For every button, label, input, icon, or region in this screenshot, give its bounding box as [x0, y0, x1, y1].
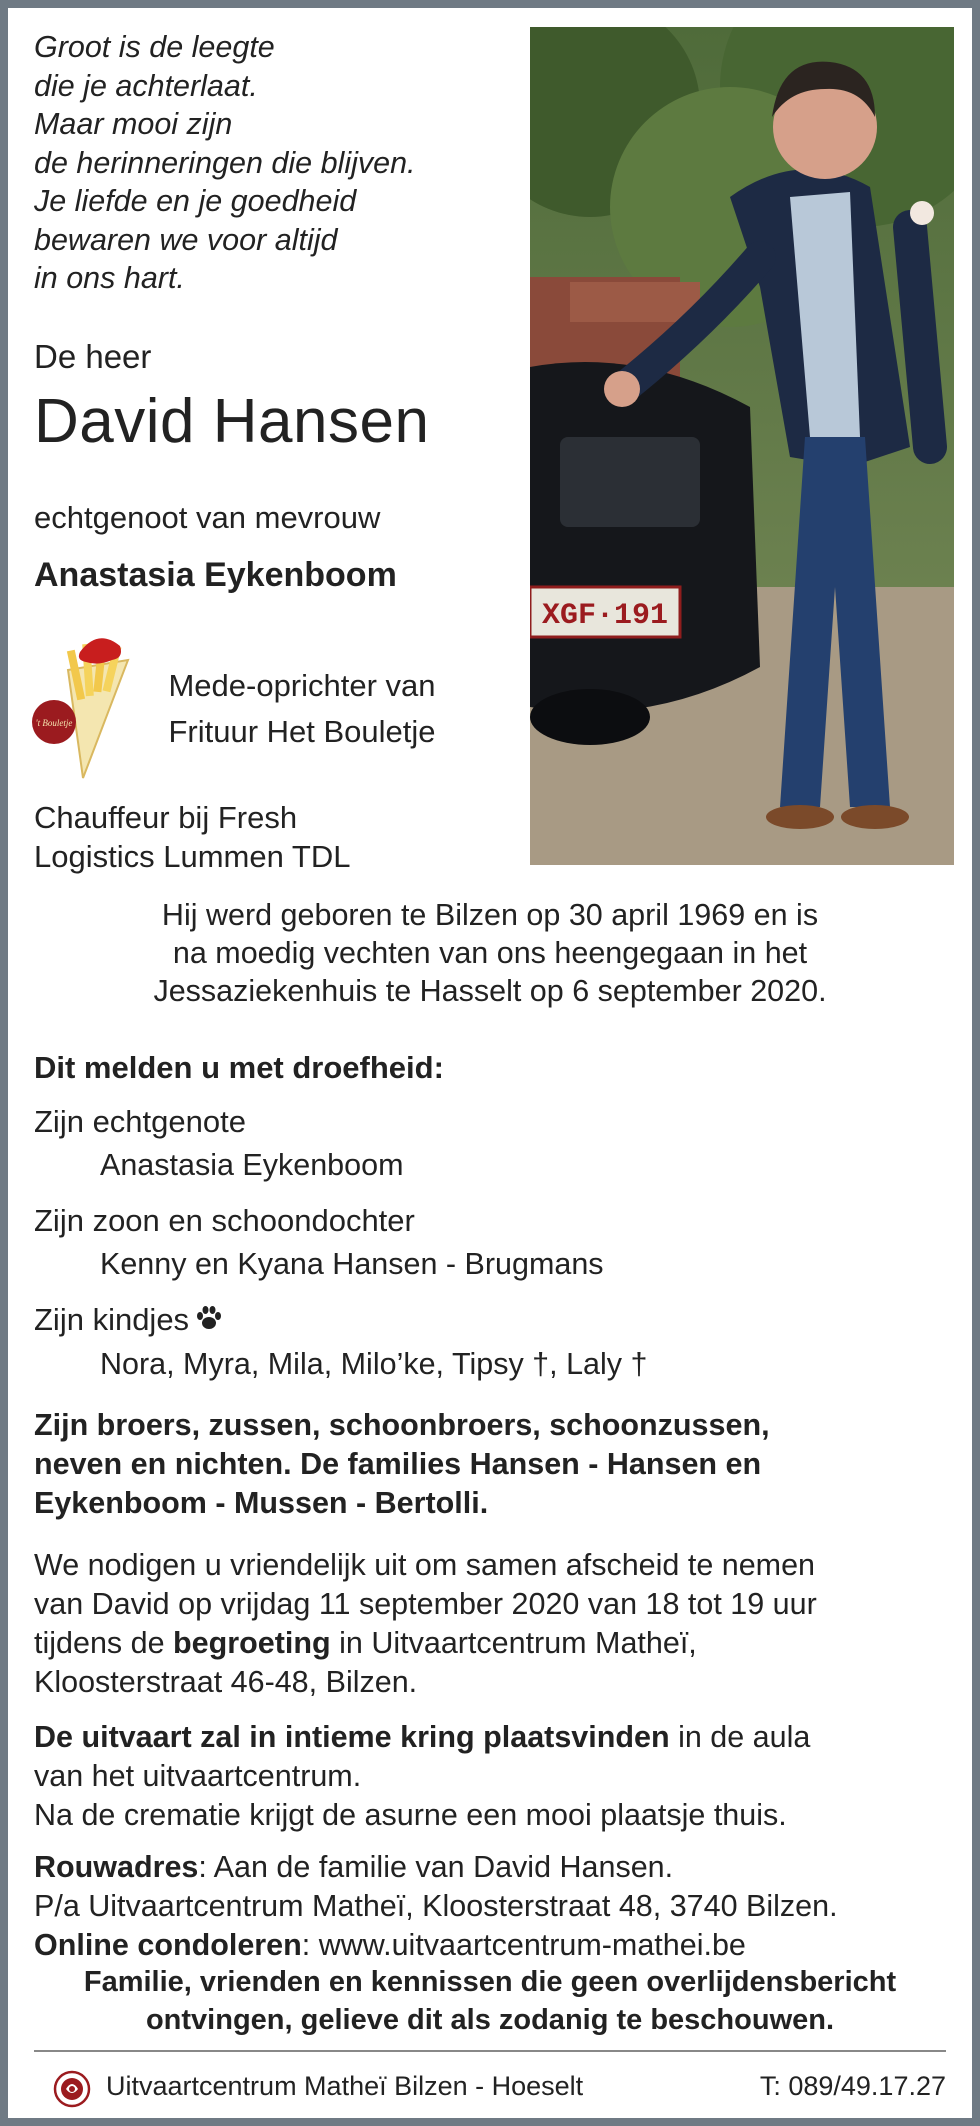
- invitation-line: We nodigen u vriendelijk uit om samen afscheid te nemen: [34, 1548, 816, 1582]
- address-text: : Aan de familie van David Hansen.: [198, 1850, 674, 1884]
- kids-row: [34, 1302, 223, 1338]
- cofounder-line: Frituur Het Bouletje: [168, 714, 436, 749]
- birth-line: na moedig vechten van ons heengegaan in het: [172, 936, 808, 970]
- portrait-photo: [530, 27, 954, 865]
- extended-family: [34, 1406, 954, 1523]
- paw-icon: [195, 1304, 223, 1332]
- funeral-text: in de aula: [669, 1720, 811, 1754]
- online-url[interactable]: : www.uitvaartcentrum-mathei.be: [301, 1928, 746, 1962]
- invitation-line: [34, 1624, 954, 1663]
- funeral-line: [34, 1718, 954, 1757]
- extended-family-line: Zijn broers, zussen, schoonbroers, schoonzussen,: [34, 1408, 770, 1442]
- online-label: Online condoleren: [34, 1928, 302, 1962]
- invitation-line: Kloosterstraat 46-48, Bilzen.: [34, 1665, 418, 1699]
- birth-death-statement: [8, 896, 972, 1010]
- birth-line: Jessaziekenhuis te Hasselt op 6 september 2020.: [153, 974, 827, 1008]
- wife-name: Anastasia Eykenboom: [100, 1148, 404, 1182]
- cofounder-line: Mede-oprichter van: [168, 668, 436, 703]
- cofounder-note: [132, 663, 472, 755]
- closing-note: [8, 1963, 972, 2039]
- title-prefix: De heer: [34, 338, 152, 375]
- fries-logo-text: 't Bouletje: [35, 718, 73, 728]
- online-condolence: [34, 1926, 954, 1965]
- footer-divider: [34, 2050, 946, 2052]
- poem: [34, 28, 514, 298]
- occupation-line: Logistics Lummen TDL: [34, 839, 351, 874]
- invitation-text: in Uitvaartcentrum Matheï,: [330, 1626, 697, 1660]
- poem-line: de herinneringen die blijven.: [34, 145, 416, 180]
- address-line: P/a Uitvaartcentrum Matheï, Kloosterstraat 48, 3740 Bilzen.: [34, 1889, 838, 1923]
- rose-logo-icon: [52, 2069, 92, 2109]
- closing-line: Familie, vrienden en kennissen die geen overlijdensbericht: [83, 1966, 897, 1998]
- son-label: Zijn zoon en schoondochter: [34, 1203, 415, 1238]
- contact-address: [34, 1848, 954, 1965]
- poem-line: die je achterlaat.: [34, 68, 258, 103]
- poem-line: Groot is de leegte: [34, 30, 275, 64]
- funeral-home-name: Uitvaartcentrum Matheï Bilzen - Hoeselt: [106, 2071, 584, 2101]
- poem-line: bewaren we voor altijd: [34, 222, 338, 257]
- wife-label: Zijn echtgenote: [34, 1104, 246, 1139]
- son-names: Kenny en Kyana Hansen - Brugmans: [100, 1247, 604, 1281]
- invitation-highlight: begroeting: [173, 1626, 331, 1660]
- kids-names: Nora, Myra, Mila, Milo’ke, Tipsy †, Laly †: [100, 1347, 648, 1381]
- funeral-notice: [34, 1718, 954, 1835]
- occupation-line: Chauffeur bij Fresh: [34, 800, 298, 835]
- poem-line: Maar mooi zijn: [34, 107, 233, 141]
- spouse-name: Anastasia Eykenboom: [34, 556, 397, 594]
- invitation-text: tijdens de: [34, 1626, 174, 1660]
- funeral-highlight: De uitvaart zal in intieme kring plaatsvinden: [34, 1720, 670, 1754]
- obituary-card: [8, 8, 972, 2118]
- invitation-line: van David op vrijdag 11 september 2020 van 18 tot 19 uur: [34, 1587, 817, 1621]
- license-plate: XGF·191: [542, 599, 669, 633]
- extended-family-line: neven en nichten. De families Hansen - Hansen en: [34, 1447, 762, 1481]
- poem-line: Je liefde en je goedheid: [34, 184, 357, 218]
- announce-heading: Dit melden u met droefheid:: [34, 1050, 444, 1085]
- funeral-line: Na de crematie krijgt de asurne een mooi plaatsje thuis.: [34, 1798, 787, 1832]
- closing-line: ontvingen, gelieve dit als zodanig te beschouwen.: [145, 2004, 835, 2036]
- occupation-note: [34, 798, 350, 876]
- invitation: [34, 1546, 954, 1702]
- poem-line: in ons hart.: [34, 261, 185, 295]
- address-line: [34, 1848, 954, 1887]
- funeral-home-phone[interactable]: T: 089/49.17.27: [759, 2071, 946, 2101]
- funeral-line: van het uitvaartcentrum.: [34, 1759, 362, 1793]
- deceased-name: David Hansen: [34, 387, 430, 456]
- spouse-intro: echtgenoot van mevrouw: [34, 500, 381, 535]
- fries-logo-icon: [28, 630, 138, 780]
- kids-label: Zijn kindjes: [34, 1302, 190, 1337]
- extended-family-line: Eykenboom - Mussen - Bertolli.: [34, 1486, 489, 1520]
- birth-line: Hij werd geboren te Bilzen op 30 april 1969 en is: [161, 898, 819, 932]
- address-label: Rouwadres: [34, 1850, 199, 1884]
